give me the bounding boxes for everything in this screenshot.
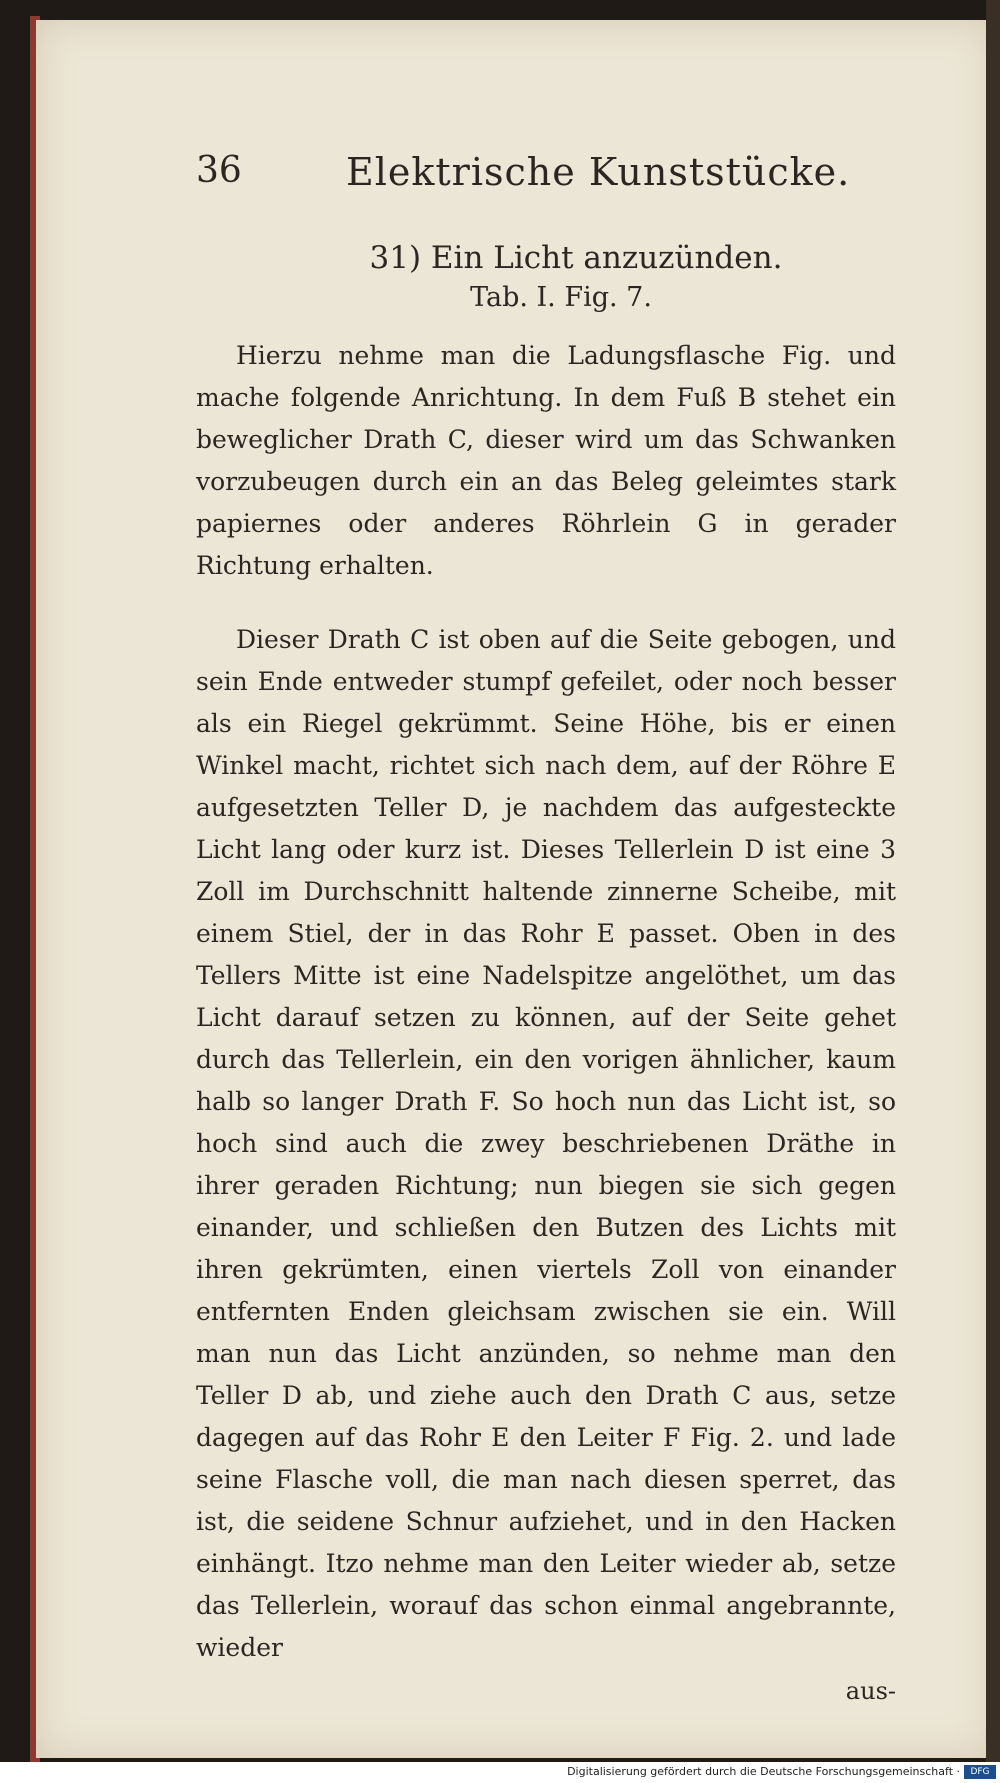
dfg-logo-icon: DFG: [964, 1765, 996, 1779]
section-title: 31) Ein Licht anzuzünden.: [369, 240, 783, 276]
page-header: [196, 150, 896, 210]
page-number: 36: [196, 150, 242, 191]
figure-reference: Tab. I. Fig. 7.: [470, 282, 652, 313]
paragraph-2: Dieser Drath C ist oben auf die Seite gebogen, und sein Ende entweder stumpf gefeilet, oder noch besser als ein Riegel gekrümmt. Seine Höhe, bis er einen Winkel macht, richtet sich nach dem, auf der Röhre E aufgesetzten Teller D, je nachdem das aufgesteckte Licht lang oder kurz ist. Dieses Tellerlein D ist eine 3 Zoll im Durchschnitt haltende zinnerne Scheibe, mit einem Stiel, der in das Rohr E passet. Oben in des Tellers Mitte ist eine Nadelspitze angelöthet, um das Licht darauf setzen zu können, auf der Seite gehet durch das Tellerlein, ein den vorigen ähnlicher, kaum halb so langer Drath F. So hoch nun das Licht ist, so hoch sind auch die zwey beschriebenen Dräthe in ihrer geraden Richtung; nun biegen sie sich gegen einander, und schließen den Butzen des Lichts mit ihren gekrümten, einen viertels Zoll von einander entfernten Enden gleichsam zwischen sie ein. Will man nun das Licht anzünden, so nehme man den Teller D ab, und ziehe auch den Drath C aus, setze dagegen auf das Rohr E den Leiter F Fig. 2. und lade seine Flasche voll, die man nach diesen sperret, das ist, die seidene Schnur aufziehet, und in den Hacken einhängt. Itzo nehme man den Leiter wieder ab, setze das Tellerlein, worauf das schon einmal angebrannte, wieder: [196, 625, 896, 1662]
page-edge-shadow: [986, 0, 1000, 1783]
digitization-footer: [0, 1762, 1000, 1783]
running-head: Elektrische Kunststücke.: [346, 150, 851, 194]
footer-credit: Digitalisierung gefördert durch die Deutsche Forschungsgemeinschaft ·: [567, 1765, 960, 1778]
catchword: aus-: [845, 1677, 896, 1705]
page-text-block: [196, 150, 896, 1705]
paragraph-1: Hierzu nehme man die Ladungsflasche Fig. und mache folgende Anrichtung. In dem Fuß B stehet ein beweglicher Drath C, dieser wird um das Schwanken vorzubeugen durch ein an das Beleg geleimtes stark papiernes oder anderes Röhrlein G in gerader Richtung erhalten.: [196, 341, 896, 580]
